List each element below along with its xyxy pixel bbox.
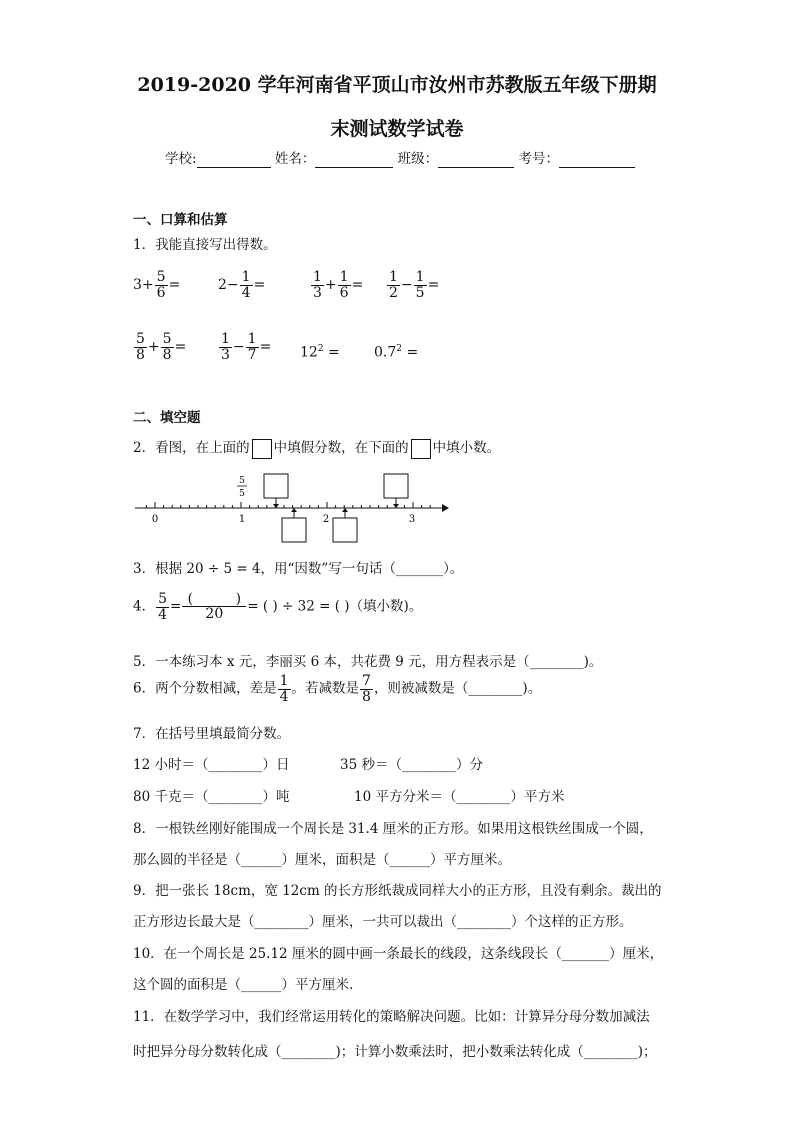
section-heading-1: 一、口算和估算 [133,212,228,228]
question-7b: 35 秒＝（________）分 [340,757,483,773]
calc-expr-4: $\frac{1}{2}$ − $\frac{1}{5}$ = [389,269,440,301]
student-info-line [165,147,635,168]
arrow-down-icon [273,504,279,508]
tick-label-1: 1 [238,514,246,525]
fraction-numerator: 5 [239,476,245,486]
answer-box-icon [252,439,272,459]
school-label: 学校: [165,151,197,167]
section-heading-2: 二、填空题 [133,410,201,426]
question-11-line2: 时把异分母分数转化成（________)；计算小数乘法时，把小数乘法转化成（________)； [133,1044,657,1060]
question-3: 3．根据 20 ÷ 5 = 4，用“因数”写一句话（_______）。 [133,561,464,577]
question-11-line1: 11．在数学学习中，我们经常运用转化的策略解决问题。比如：计算异分母分数加减法 [133,1009,650,1025]
upper-answer-box-1 [264,474,288,498]
arrow-up-icon [342,508,348,512]
fraction-denominator: 5 [239,489,245,499]
calc-expr-2: 2− $\frac{1}{4}$ = [218,269,266,301]
arrow-right-icon [442,504,449,512]
name-label: 姓名： [274,151,316,167]
question-9-line1: 9．把一张长 18cm，宽 12cm 的长方形纸裁成同样大小的正方形，且没有剩余。裁出的 [133,883,662,899]
arrow-up-icon [291,508,297,512]
school-field[interactable] [197,151,271,168]
question-6: 6．两个分数相减，差是 $\frac{1}{4}$ 。若减数是 $\frac{7}{8}$ ，则被减数是（________)。 [133,673,542,705]
calc-expr-6: $\frac{1}{3}$ − $\frac{1}{7}$ = [221,331,272,363]
lower-answer-box-1 [282,518,306,542]
question-7d: 10 平方分米＝（________）平方米 [354,789,565,805]
number-field[interactable] [559,151,635,168]
question-1: 1．我能直接写出得数。 [133,237,277,253]
upper-answer-box-2 [384,474,408,498]
number-line-figure [130,464,450,548]
arrow-down-icon [393,504,399,508]
question-9-line2: 正方形边长最大是（________）厘米，一共可以裁出（________）个这样的正方形。 [133,914,633,930]
calc-expr-5: $\frac{5}{8}$ + $\frac{5}{8}$ = [136,331,187,363]
question-7: 7．在括号里填最简分数。 [133,726,291,742]
question-7a: 12 小时＝（________）日 [133,757,290,773]
page-title-line2: 末测试数学试卷 [330,118,464,140]
answer-box-icon [411,439,431,459]
question-8-line2: 那么圆的半径是（______）厘米，面积是（______）平方厘米。 [133,852,511,868]
question-8-line1: 8．一根铁丝刚好能围成一个周长是 31.4 厘米的正方形。如果用这根铁丝围成一个圆， [133,821,653,837]
class-field[interactable] [438,151,514,168]
question-5: 5．一本练习本 x 元，李丽买 6 本，共花费 9 元，用方程表示是（________)。 [133,654,603,670]
tick-label-2: 2 [322,514,330,525]
calc-expr-1: 3+ $\frac{5}{6}$ = [133,269,181,301]
page-title-line1: 2019-2020 学年河南省平顶山市汝州市苏教版五年级下册期 [137,74,657,96]
lower-answer-box-2 [333,518,357,542]
question-7c: 80 千克＝（________）吨 [133,789,290,805]
question-10-line1: 10．在一个周长是 25.12 厘米的圆中画一条最长的线段，这条线段长（_______）厘米， [133,946,664,962]
question-2: 2．看图，在上面的 中填假分数，在下面的 中填小数。 [133,436,500,459]
name-field[interactable] [315,151,393,168]
number-label: 考号： [518,151,559,167]
class-label: 班级： [397,151,439,167]
calc-expr-7: $12^2$ = [300,344,340,361]
tick-label-3: 3 [408,514,416,525]
tick-label-0: 0 [151,514,159,525]
calc-expr-3: $\frac{1}{3}$ + $\frac{1}{6}$ = [313,269,364,301]
question-10-line2: 这个圆的面积是（______）平方厘米. [133,977,354,993]
question-4: 4． $\frac{5}{4}$ = $\frac{( )}{20}$ = ( ) ÷ 32 = ( )（填小数)。 [133,591,423,623]
calc-expr-8: $0.7^2$ = [374,344,419,361]
number-line-ticks [146,502,430,508]
